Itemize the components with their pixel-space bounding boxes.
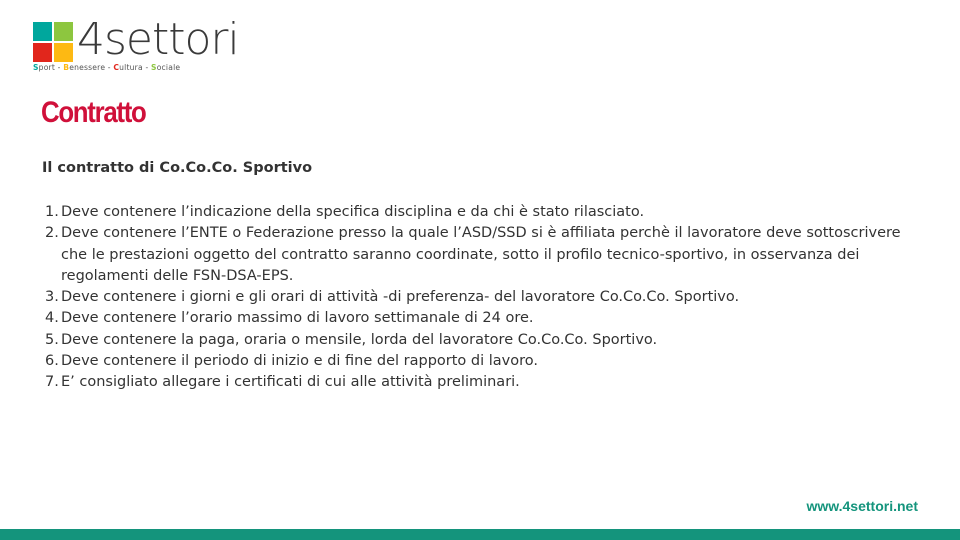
list-item-number: 5.	[45, 331, 59, 348]
list-item	[42, 372, 912, 393]
tagline-word	[33, 63, 55, 72]
brand-logo	[33, 14, 248, 74]
tagline-word	[151, 63, 180, 72]
tagline-word	[63, 63, 105, 72]
tagline-word	[113, 63, 142, 72]
tagline-initial: C	[113, 63, 120, 72]
logo-square-teal	[33, 22, 52, 41]
tagline-rest: enessere	[69, 63, 106, 72]
list-item-text: Deve contenere l’ENTE o Federazione presso la quale l’ASD/SSD si è affiliata perchè il lavoratore deve sottoscrivere che le prestazioni oggetto del contratto saranno coordinate, sotto il profilo tecnico-sportivo, in osservanza dei regolamenti delle FSN-DSA-EPS.	[61, 225, 901, 284]
list-item-number: 7.	[45, 374, 59, 391]
list-item-number: 4.	[45, 310, 59, 327]
list-item-number: 1.	[45, 204, 59, 220]
list-item-text: Deve contenere la paga, oraria o mensile, lorda del lavoratore Co.Co.Co. Sportivo.	[61, 331, 658, 348]
list-item	[42, 202, 912, 223]
list-item-text: Deve contenere il periodo di inizio e di fine del rapporto di lavoro.	[61, 353, 538, 370]
tagline-rest: ociale	[156, 63, 181, 72]
tagline-initial: S	[33, 63, 39, 72]
logo-squares-icon	[33, 22, 73, 62]
logo-square-green	[54, 22, 73, 41]
slide-subtitle: Il contratto di Co.Co.Co. Sportivo	[42, 160, 313, 176]
list-item-number: 6.	[45, 353, 59, 370]
tagline-rest: port	[38, 63, 56, 72]
tagline-separator: -	[55, 63, 64, 72]
website-link[interactable]: www.4settori.net	[806, 498, 918, 514]
list-item-number: 2.	[45, 225, 59, 242]
tagline-rest: ultura	[119, 63, 143, 72]
logo-square-red	[33, 43, 52, 62]
list-item-text: Deve contenere i giorni e gli orari di attività -di preferenza- del lavoratore Co.Co.Co. Sportivo.	[61, 289, 740, 306]
slide-title: Contratto	[41, 96, 146, 129]
logo-wordmark: 4settori	[77, 14, 239, 65]
list-item	[42, 351, 912, 372]
list-item-text: Deve contenere l’indicazione della specifica disciplina e da chi è stato rilasciato.	[61, 204, 645, 220]
list-item-number: 3.	[45, 289, 59, 306]
logo-square-yellow	[54, 43, 73, 62]
list-item	[42, 330, 912, 351]
list-item	[42, 287, 912, 308]
bottom-accent-bar	[0, 529, 960, 540]
list-item-text: Deve contenere l’orario massimo di lavoro settimanale di 24 ore.	[61, 310, 534, 327]
tagline-initial: B	[63, 63, 70, 72]
tagline-separator: -	[142, 63, 152, 72]
logo-tagline	[33, 63, 248, 72]
list-item	[42, 308, 912, 329]
tagline-initial: S	[151, 63, 157, 72]
list-item-text: E’ consigliato allegare i certificati di cui alle attività preliminari.	[61, 374, 520, 391]
tagline-separator: -	[105, 63, 114, 72]
requirements-list	[42, 202, 912, 394]
list-item	[42, 223, 912, 287]
